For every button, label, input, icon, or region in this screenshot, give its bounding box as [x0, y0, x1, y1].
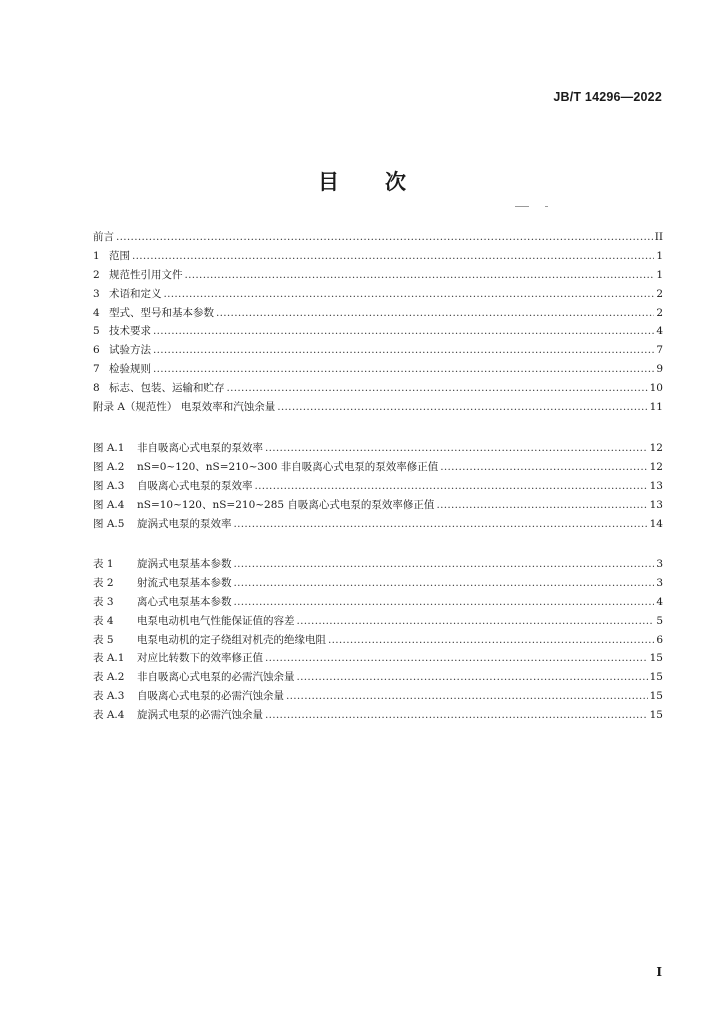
toc-entry-title: nS=0~120、nS=210~300 非自吸离心式电泵的泵效率修正值 — [137, 460, 439, 473]
title-char-1: 目 — [318, 170, 339, 194]
toc-tables — [93, 555, 663, 725]
toc-entry-title: 射流式电泵基本参数 — [137, 576, 232, 589]
toc-entry-page: 3 — [656, 558, 663, 570]
toc-entry-number: 图 A.2 — [93, 460, 125, 473]
toc-entry-page: 3 — [656, 576, 663, 589]
toc-entry-page: 11 — [649, 401, 663, 414]
dot-leader — [265, 439, 648, 458]
toc-entry-title: 型式、型号和基本参数 — [109, 306, 214, 319]
toc-entry-number: 7 — [93, 363, 100, 376]
toc-entry-number: 表 1 — [93, 558, 114, 570]
toc-entry-title: 规范性引用文件 — [109, 268, 183, 281]
toc-entry-page: 4 — [656, 325, 663, 338]
toc-section-entry[interactable] — [93, 247, 663, 266]
dot-leader — [297, 612, 655, 631]
toc-entry-number: 6 — [93, 344, 100, 357]
toc-figure-entry[interactable] — [93, 496, 663, 515]
toc-entry-number: 表 5 — [93, 633, 114, 646]
toc-section-entry[interactable] — [93, 285, 663, 304]
toc-table-entry[interactable] — [93, 631, 663, 650]
toc-entry-number: 表 A.3 — [93, 690, 125, 703]
toc-entry-title: 旋涡式电泵基本参数 — [137, 558, 232, 570]
toc-entry-page: 7 — [656, 344, 663, 357]
toc-entry-number: 4 — [93, 306, 100, 319]
dot-leader — [216, 304, 654, 323]
dot-leader — [286, 687, 648, 706]
toc-entry-number: 表 4 — [93, 614, 114, 627]
toc-entry-number: 图 A.5 — [93, 517, 125, 530]
toc-entry-number: 表 A.2 — [93, 671, 125, 684]
dot-leader — [297, 668, 648, 687]
toc-entry-title: 旋涡式电泵的泵效率 — [137, 517, 232, 530]
toc-entry-page: II — [654, 231, 663, 243]
toc-entry-page: 12 — [649, 442, 663, 454]
toc-entry-page: 1 — [656, 268, 663, 281]
toc-figure-entry[interactable] — [93, 458, 663, 477]
toc-main-sections — [93, 228, 663, 417]
toc-entry-number: 表 A.4 — [93, 709, 125, 722]
toc-section-entry[interactable] — [93, 322, 663, 341]
toc-table-entry[interactable] — [93, 668, 663, 687]
toc-entry-number: 表 A.1 — [93, 652, 125, 665]
toc-entry-title: 离心式电泵基本参数 — [137, 595, 232, 608]
dot-leader — [234, 574, 655, 593]
dot-leader — [277, 398, 647, 417]
toc-entry-page: 15 — [649, 671, 663, 684]
toc-entry-page: 2 — [656, 287, 663, 300]
toc-section-entry[interactable] — [93, 341, 663, 360]
toc-entry-number: 图 A.1 — [93, 442, 125, 454]
toc-entry-title: 试验方法 — [109, 344, 151, 357]
toc-entry-number: 图 A.3 — [93, 479, 125, 492]
toc-entry-number: 8 — [93, 382, 100, 395]
toc-section-entry[interactable] — [93, 304, 663, 323]
toc-entry-title: 对应比转数下的效率修正值 — [137, 652, 263, 665]
toc-entry-title: 术语和定义 — [109, 287, 162, 300]
toc-entry-page: 13 — [649, 498, 663, 511]
standard-code: JB/T 14296—2022 — [553, 90, 662, 104]
page-title — [0, 166, 724, 196]
toc-entry-number: 3 — [93, 287, 100, 300]
toc-entry-title: 标志、包装、运输和贮存 — [109, 382, 225, 395]
toc-section-entry[interactable] — [93, 379, 663, 398]
dot-leader — [255, 477, 648, 496]
toc-table-entry[interactable] — [93, 706, 663, 725]
toc-entry-title: 电泵电动机电气性能保证值的容差 — [137, 614, 295, 627]
dot-leader — [185, 266, 655, 285]
toc-entry-title: 附录 A（规范性） 电泵效率和汽蚀余量 — [93, 401, 276, 414]
toc-table-entry[interactable] — [93, 687, 663, 706]
dot-leader — [234, 555, 655, 574]
toc-entry-title: 范围 — [109, 249, 130, 262]
toc-entry-title: 自吸离心式电泵的泵效率 — [137, 479, 253, 492]
toc-entry-title: 旋涡式电泵的必需汽蚀余量 — [137, 709, 263, 722]
dot-leader — [116, 228, 653, 247]
toc-entry-number: 图 A.4 — [93, 498, 125, 511]
dot-leader — [153, 322, 654, 341]
toc-entry-number: 5 — [93, 325, 100, 338]
toc-entry-page: 6 — [656, 633, 663, 646]
dot-leader — [328, 631, 654, 650]
toc-table-entry[interactable] — [93, 574, 663, 593]
toc-entry-page: 14 — [649, 517, 663, 530]
dot-leader — [234, 515, 648, 534]
toc-table-entry[interactable] — [93, 593, 663, 612]
toc-table-entry[interactable] — [93, 612, 663, 631]
toc-section-entry[interactable] — [93, 228, 663, 247]
toc-entry-page: 15 — [649, 709, 663, 722]
dot-leader — [265, 649, 648, 668]
toc-entry-number: 2 — [93, 268, 100, 281]
dot-leader — [436, 496, 647, 515]
toc-entry-number: 表 2 — [93, 576, 114, 589]
dot-leader — [234, 593, 655, 612]
toc-entry-title: nS=10~120、nS=210~285 自吸离心式电泵的泵效率修正值 — [137, 498, 435, 511]
dot-leader — [153, 360, 654, 379]
toc-entry-page: 15 — [649, 652, 663, 665]
toc-figures — [93, 439, 663, 533]
dot-leader — [164, 285, 655, 304]
toc-figure-entry[interactable] — [93, 477, 663, 496]
toc-entry-page: 15 — [649, 690, 663, 703]
page-number: I — [656, 965, 662, 979]
toc-entry-title: 非自吸离心式电泵的必需汽蚀余量 — [137, 671, 295, 684]
toc-entry-page: 13 — [649, 479, 663, 492]
dot-leader — [440, 458, 647, 477]
title-char-2: 次 — [385, 170, 406, 194]
toc-entry-title: 电泵电动机的定子绕组对机壳的绝缘电阻 — [137, 633, 326, 646]
toc-entry-page: 5 — [656, 614, 663, 627]
toc-entry-page: 12 — [649, 460, 663, 473]
toc-figure-entry[interactable] — [93, 515, 663, 534]
dot-leader — [265, 706, 648, 725]
toc-figure-entry[interactable] — [93, 439, 663, 458]
toc-entry-page: 1 — [656, 249, 663, 262]
toc-entry-title: 自吸离心式电泵的必需汽蚀余量 — [137, 690, 284, 703]
toc-table-entry[interactable] — [93, 649, 663, 668]
toc-entry-title: 检验规则 — [109, 363, 151, 376]
toc-section-entry[interactable] — [93, 360, 663, 379]
toc-section-entry[interactable] — [93, 398, 663, 417]
toc-entry-number: 表 3 — [93, 595, 114, 608]
dot-leader — [227, 379, 648, 398]
toc-entry-title: 前言 — [93, 231, 114, 243]
toc-entry-number: 1 — [93, 249, 100, 262]
toc-section-entry[interactable] — [93, 266, 663, 285]
toc-entry-page: 2 — [656, 306, 663, 319]
toc-table-entry[interactable] — [93, 555, 663, 574]
toc-entry-page: 10 — [649, 382, 663, 395]
toc-entry-title: 技术要求 — [109, 325, 151, 338]
dot-leader — [132, 247, 654, 266]
toc-entry-page: 9 — [656, 363, 663, 376]
dot-leader — [153, 341, 654, 360]
toc-entry-title: 非自吸离心式电泵的泵效率 — [137, 442, 263, 454]
toc-entry-page: 4 — [656, 595, 663, 608]
